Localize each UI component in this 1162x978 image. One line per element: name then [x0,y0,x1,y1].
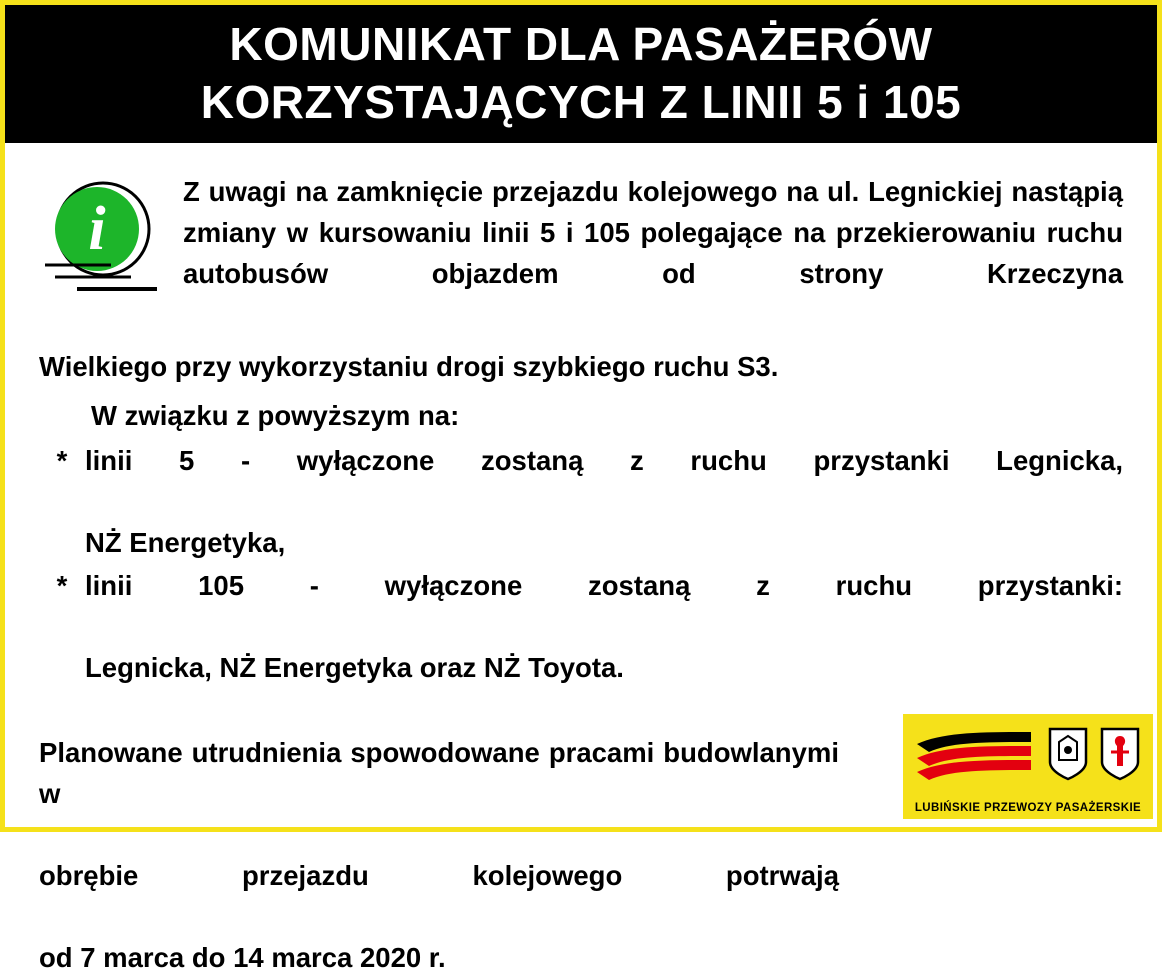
operator-logo-caption: LUBIŃSKIE PRZEWOZY PASAŻERSKIE [914,802,1142,814]
list-item [39,440,1123,563]
bullet-content [85,440,1123,563]
header-title-line-1: KOMUNIKAT DLA PASAŻERÓW [229,18,933,70]
swoosh-icon [913,730,1043,788]
crest-county-icon [1099,726,1141,782]
coats-of-arms [1047,726,1141,782]
works-schedule-note [39,732,839,978]
bullet-content [85,565,1123,688]
works-note-line-3: od 7 marca do 14 marca 2020 r. [39,942,446,973]
intro-paragraph-part1: Z uwagi na zamknięcie przejazdu kolejowego na ul. Legnickiej nastąpią zmiany w kursowaniu linii 5 i 105 polegające na przekierowaniu ruchu autobusów objazdem od strony Krzeczyna [183,176,1123,289]
poster-body [5,143,1157,973]
crest-city-icon [1047,726,1089,782]
bullet-marker: * [56,445,68,476]
bullet-line-2: NŻ Energetyka, [85,527,286,558]
bullet-line-2: Legnicka, NŻ Energetyka oraz NŻ Toyota. [85,652,624,683]
works-note-line-2: obrębie przejazdu kolejowego potrwają [39,860,839,891]
operator-logo [903,714,1153,819]
bullet-line-1: linii 5 - wyłączone zostaną z ruchu przystanki Legnicka, [85,445,1123,476]
works-note-line-1: Planowane utrudnienia spowodowane pracami budowlanymi w [39,737,839,809]
poster-header [5,5,1157,143]
svg-text:i: i [88,195,106,263]
information-icon [39,177,177,305]
list-item [39,565,1123,688]
sub-lead-text: W związku z powyższym na: [91,400,460,431]
intro-paragraph-part2: Wielkiego przy wykorzystaniu drogi szybkiego ruchu S3. [39,351,779,382]
bullet-marker: * [56,570,68,601]
intro-block [39,171,1123,346]
bullet-line-1: linii 105 - wyłączone zostaną z ruchu przystanki: [85,570,1123,601]
header-title-line-2: KORZYSTAJĄCYCH Z LINII 5 i 105 [200,76,962,128]
changes-list [39,440,1123,688]
